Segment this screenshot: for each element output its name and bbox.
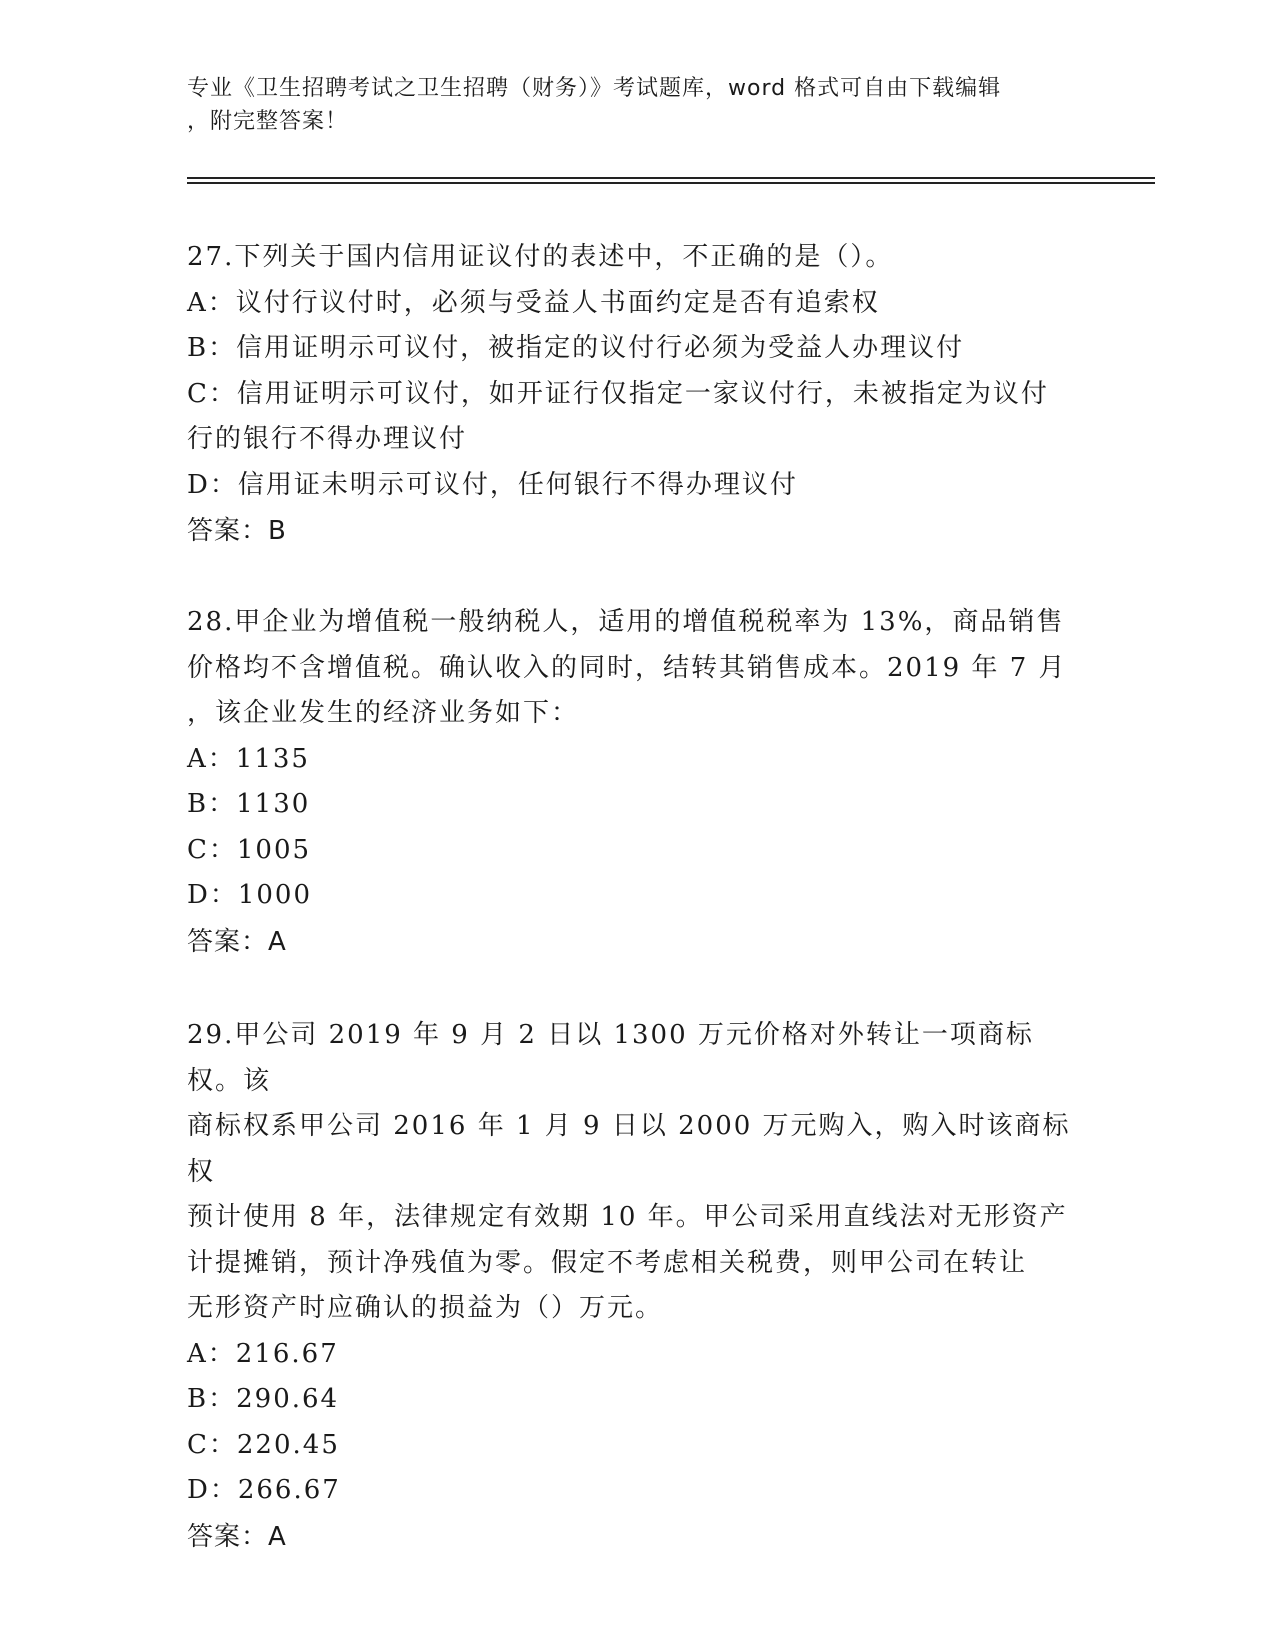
question-stem: 预计使用 8 年，法律规定有效期 10 年。甲公司采用直线法对无形资产 — [187, 1202, 1068, 1232]
option-d: D：信用证未明示可议付，任何银行不得办理议付 — [187, 469, 798, 500]
option-a: A：议付行议付时，必须与受益人书面约定是否有追索权 — [187, 287, 880, 318]
header-line-2: ，附完整答案！ — [187, 109, 349, 134]
option-c: C：1005 — [187, 834, 312, 865]
answer: 答案：A — [187, 1521, 287, 1552]
question-stem: 计提摊销，预计净残值为零。假定不考虑相关税费，则甲公司在转让 — [187, 1247, 1028, 1278]
option-c: C：220.45 — [187, 1429, 340, 1460]
answer: 答案：B — [187, 516, 287, 546]
question-27 — [187, 235, 1072, 554]
option-b: B：1130 — [187, 789, 311, 819]
question-stem: 商标权系甲公司 2016 年 1 月 9 日以 2000 万元购入，购入时该商标权 — [187, 1111, 1071, 1187]
header-divider-top — [187, 177, 1155, 179]
option-a: A：216.67 — [187, 1338, 339, 1369]
question-28 — [187, 600, 1072, 965]
question-stem: 28.甲企业为增值税一般纳税人，适用的增值税税率为 13%，商品销售 — [187, 607, 1065, 637]
question-29 — [187, 1013, 1072, 1560]
question-stem: 27.下列关于国内信用证议付的表述中，不正确的是（）。 — [187, 242, 894, 272]
option-d: D：266.67 — [187, 1475, 341, 1505]
option-b: B：290.64 — [187, 1384, 340, 1414]
option-d: D：1000 — [187, 880, 313, 910]
option-b: B：信用证明示可议付，被指定的议付行必须为受益人办理议付 — [187, 333, 965, 363]
option-a: A：1135 — [187, 743, 310, 774]
question-stem: 29.甲公司 2019 年 9 月 2 日以 1300 万元价格对外转让一项商标权。该 — [187, 1020, 1034, 1096]
question-stem: ，该企业发生的经济业务如下： — [187, 698, 580, 728]
document-header — [187, 72, 1067, 138]
option-c-continued: 行的银行不得办理议付 — [187, 424, 468, 454]
answer: 答案：A — [187, 926, 287, 957]
option-c: C：信用证明示可议付，如开证行仅指定一家议付行，未被指定为议付 — [187, 378, 1049, 409]
question-stem: 价格均不含增值税。确认收入的同时，结转其销售成本。2019 年 7 月 — [187, 652, 1067, 683]
question-stem: 无形资产时应确认的损益为（）万元。 — [187, 1293, 664, 1323]
header-line-1: 专业《卫生招聘考试之卫生招聘（财务）》考试题库，word 格式可自由下载编辑 — [187, 76, 1002, 101]
header-divider-bottom — [187, 182, 1155, 184]
